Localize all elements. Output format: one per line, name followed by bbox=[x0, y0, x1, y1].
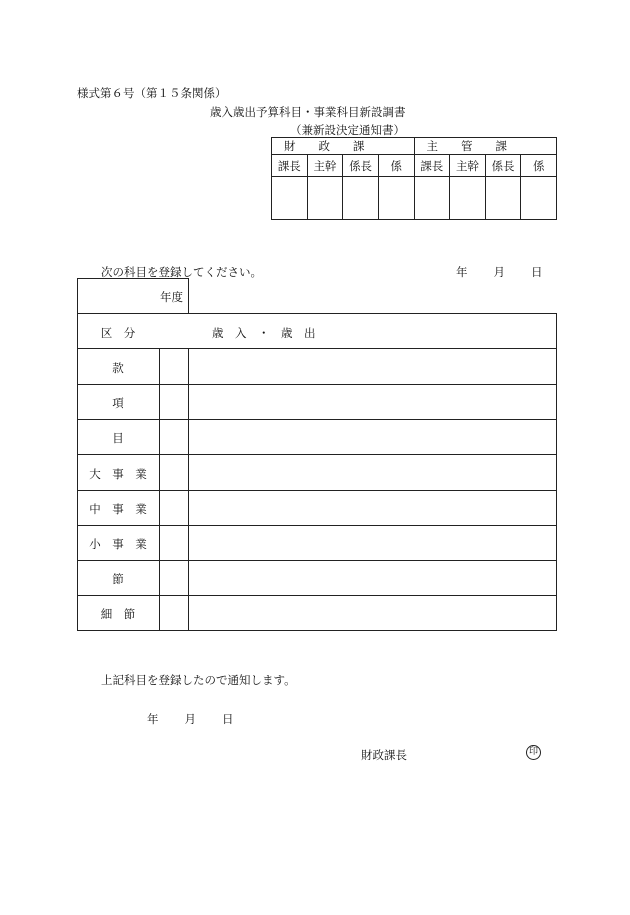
approval-role: 係 bbox=[378, 155, 414, 177]
notice-date bbox=[147, 711, 234, 727]
notice-text: 上記科目を登録したので通知します。 bbox=[101, 673, 296, 687]
row-divider bbox=[77, 454, 557, 455]
approval-stamp-cell[interactable] bbox=[485, 177, 521, 220]
row-label-kou: 項 bbox=[112, 396, 124, 410]
approval-stamp-cell[interactable] bbox=[414, 177, 450, 220]
row-divider bbox=[77, 595, 557, 596]
column-divider bbox=[188, 348, 189, 631]
day-label: 日 bbox=[222, 712, 234, 726]
row-label-large-project: 大 事 業 bbox=[89, 467, 147, 481]
document-subtitle: （兼新設決定通知書） bbox=[290, 123, 405, 137]
approval-stamp-cell[interactable] bbox=[450, 177, 486, 220]
approval-stamp-cell[interactable] bbox=[272, 177, 308, 220]
year-label: 年 bbox=[147, 712, 159, 726]
month-label: 月 bbox=[184, 712, 196, 726]
approval-role: 主幹 bbox=[450, 155, 486, 177]
month-label: 月 bbox=[493, 265, 505, 279]
row-label-medium-project: 中 事 業 bbox=[89, 502, 147, 516]
row-label-moku: 目 bbox=[112, 431, 124, 445]
document-title: 歳入歳出予算科目・事業科目新設調書 bbox=[210, 105, 406, 119]
category-header: 区 分 bbox=[100, 326, 136, 340]
row-divider bbox=[77, 384, 557, 385]
approval-group-department: 主 管 課 bbox=[414, 138, 557, 155]
day-label: 日 bbox=[531, 265, 543, 279]
approval-role: 係長 bbox=[343, 155, 379, 177]
signer-title: 財政課長 bbox=[361, 748, 407, 762]
column-divider bbox=[159, 348, 160, 631]
row-label-small-project: 小 事 業 bbox=[89, 537, 147, 551]
approval-role: 課長 bbox=[414, 155, 450, 177]
approval-role: 係長 bbox=[485, 155, 521, 177]
approval-role: 係 bbox=[521, 155, 557, 177]
seal-icon: 印 bbox=[526, 745, 541, 760]
row-divider bbox=[77, 348, 557, 349]
row-divider bbox=[77, 419, 557, 420]
row-divider bbox=[77, 560, 557, 561]
row-label-kan: 款 bbox=[112, 361, 124, 375]
year-label: 年 bbox=[456, 265, 468, 279]
approval-stamp-cell[interactable] bbox=[307, 177, 343, 220]
row-divider bbox=[77, 525, 557, 526]
approval-role: 主幹 bbox=[307, 155, 343, 177]
approval-group-finance: 財 政 課 bbox=[272, 138, 415, 155]
revenue-expense-header: 歳 入 ・ 歳 出 bbox=[212, 326, 316, 340]
approval-stamp-cell[interactable] bbox=[521, 177, 557, 220]
row-divider bbox=[77, 490, 557, 491]
form-number: 様式第６号（第１５条関係） bbox=[77, 86, 227, 100]
request-date bbox=[456, 264, 543, 280]
approval-stamp-cell[interactable] bbox=[343, 177, 379, 220]
request-text: 次の科目を登録してください。 bbox=[101, 265, 262, 279]
fiscal-year-label: 年度 bbox=[160, 290, 183, 304]
approval-stamp-table bbox=[271, 137, 557, 220]
row-label-sai-setsu: 細 節 bbox=[100, 607, 136, 621]
row-label-setsu: 節 bbox=[112, 572, 124, 586]
approval-role: 課長 bbox=[272, 155, 308, 177]
approval-stamp-cell[interactable] bbox=[378, 177, 414, 220]
